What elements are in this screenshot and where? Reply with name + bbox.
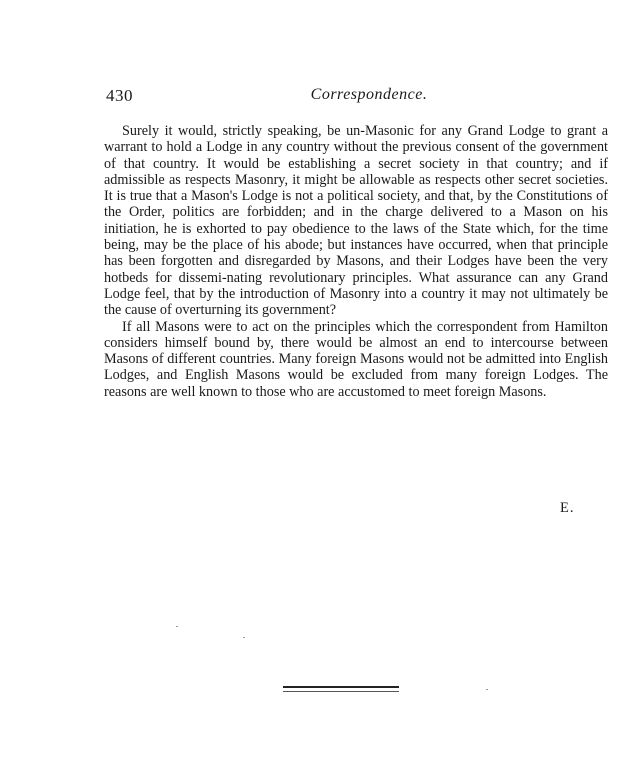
body-text <box>104 123 608 400</box>
paragraph-2: If all Masons were to act on the principles which the correspondent from Hamilton considers himself bound by, there would be almost an end to intercourse between Masons of different countries. Many foreign Masons would not be admitted into English Lodges, and English Masons would be excluded from many foreign Lodges. The reasons are well known to those who are accustomed to meet foreign Masons. <box>104 318 608 400</box>
paper-speck <box>486 689 488 690</box>
running-head <box>106 86 608 106</box>
end-rule-thick <box>283 686 399 688</box>
page-number: 430 <box>106 86 133 105</box>
end-rule-thin <box>283 691 399 692</box>
paper-speck <box>176 626 178 627</box>
paper-speck <box>243 637 245 638</box>
paragraph-1: Surely it would, strictly speaking, be un-Masonic for any Grand Lodge to grant a warrant to hold a Lodge in any country without the previous consent of the government of that country. It would be establishing a secret society in that country; and if admissible as respects Masonry, it might be allowable as respects other secret societies. It is true that a Mason's Lodge is not a political society, and that, by the Constitutions of the Order, politics are forbidden; and in the charge delivered to a Mason on his initiation, he is exhorted to pay obedience to the laws of the State which, for the time being, may be the place of his abode; but instances have occurred, when that principle has been forgotten and disregarded by Masons, and their Lodges have been the very hotbeds for dissemi-nating revolutionary principles. What assurance can any Grand Lodge feel, that by the introduction of Masonry into a country it may not ultimately be the cause of overturning its government? <box>104 123 608 319</box>
section-title: Correspondence. <box>310 86 428 103</box>
signature: E. <box>560 500 575 516</box>
end-rule <box>283 686 399 696</box>
